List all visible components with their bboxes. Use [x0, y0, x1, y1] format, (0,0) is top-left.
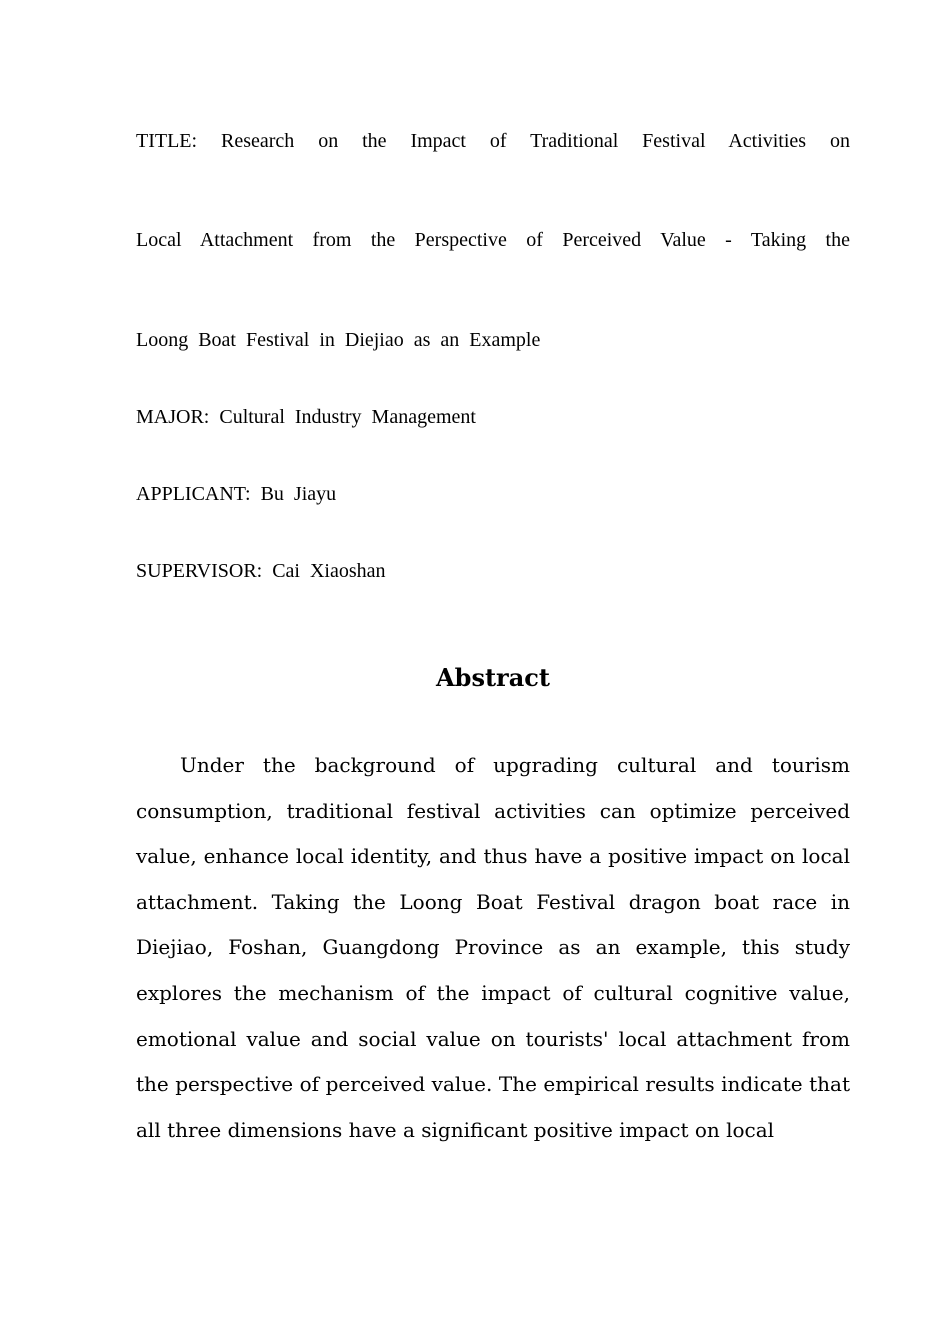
abstract-body: Under the background of upgrading cultural and tourism consumption, traditional festival activities can optimize perceived value, enhance local identity, and thus have a positive impact on local attachment. Taking the Loong Boat Festival dragon boat race in Diejiao, Foshan, Guangdong Province as an example, this study explores the mechanism of the impact of cultural cognitive value, emotional value and social value on tourists' local attachment from the perspective of perceived value. The empirical results indicate that all three dimensions have a significant positive impact on local [136, 753, 850, 1142]
major-line: MAJOR: Cultural Industry Management [136, 406, 476, 428]
supervisor-line: SUPERVISOR: Cai Xiaoshan [136, 560, 386, 582]
title-line-1: TITLE: Research on the Impact of Traditional Festival Activities on [136, 130, 850, 152]
title-line-3: Loong Boat Festival in Diejiao as an Example [136, 329, 541, 351]
abstract-heading: Abstract [436, 663, 550, 692]
applicant-line: APPLICANT: Bu Jiayu [136, 483, 337, 505]
title-line-2: Local Attachment from the Perspective of Perceived Value - Taking the [136, 229, 850, 251]
